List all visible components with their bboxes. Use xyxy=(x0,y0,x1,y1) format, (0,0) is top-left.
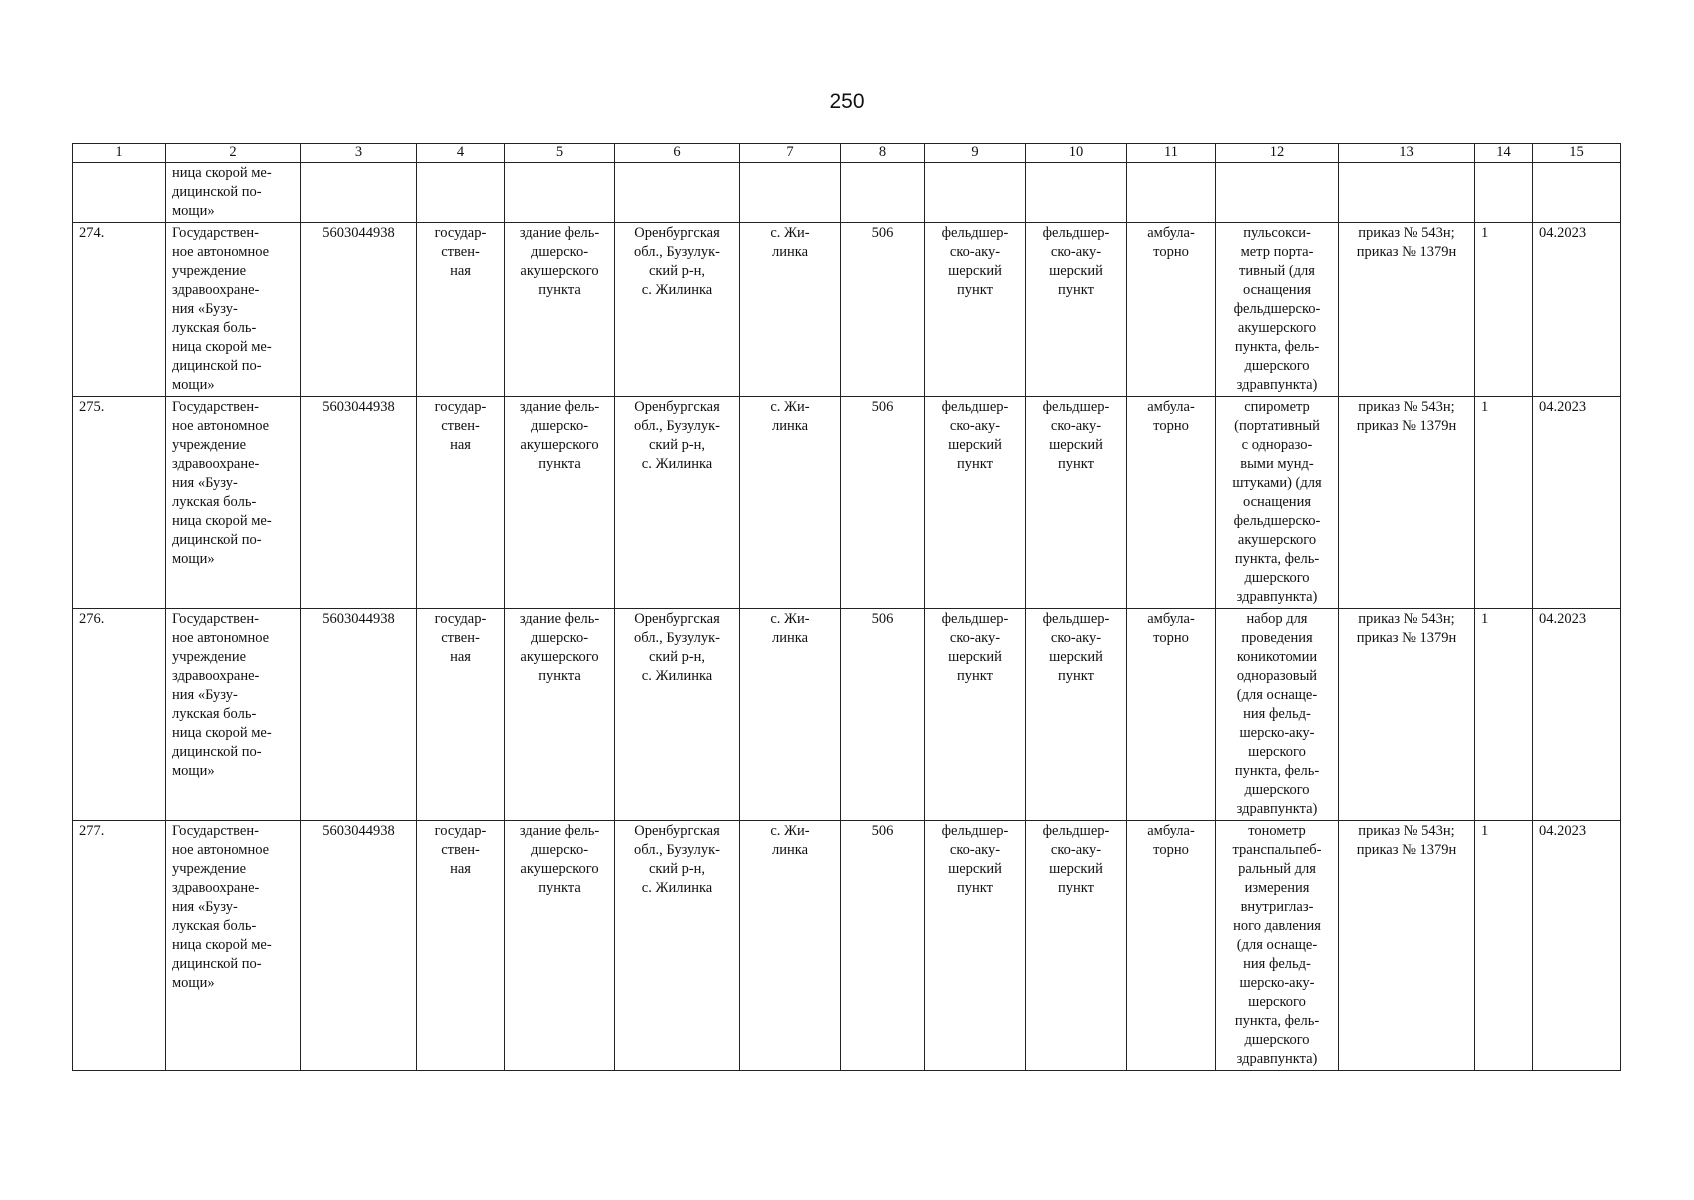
cell-num: 275. xyxy=(73,397,166,609)
cell-unit: фельдшер- ско-аку- шерский пункт xyxy=(1026,609,1127,821)
cell-building: здание фель- дшерско- акушерского пункта xyxy=(505,821,615,1071)
cell-equipment: тонометр транспальпеб- ральный для измерения внутриглаз- ного давления (для оснаще- ния фельд- шерско-аку- шерского пункта, фель- дшерского здравпункта) xyxy=(1216,821,1339,1071)
cell-inn: 5603044938 xyxy=(301,609,417,821)
table-row xyxy=(73,397,1621,609)
cell-basis: приказ № 543н; приказ № 1379н xyxy=(1339,397,1475,609)
cell-unit: фельдшер- ско-аку- шерский пункт xyxy=(1026,821,1127,1071)
cell-address: Оренбургская обл., Бузулук- ский р-н, с. Жилинка xyxy=(615,609,740,821)
column-header: 14 xyxy=(1475,144,1533,163)
cell-locality: с. Жи- линка xyxy=(740,223,841,397)
column-header: 10 xyxy=(1026,144,1127,163)
cell-qty: 1 xyxy=(1475,397,1533,609)
table-row xyxy=(73,223,1621,397)
cell-mode: амбула- торно xyxy=(1127,609,1216,821)
cell-ownership: государ- ствен- ная xyxy=(417,397,505,609)
cell-building: здание фель- дшерско- акушерского пункта xyxy=(505,223,615,397)
cell-date: 04.2023 xyxy=(1533,397,1621,609)
column-header: 3 xyxy=(301,144,417,163)
cell-equipment: пульсокси- метр порта- тивный (для оснащения фельдшерско- акушерского пункта, фель- дшерского здравпункта) xyxy=(1216,223,1339,397)
column-header: 15 xyxy=(1533,144,1621,163)
cell-num xyxy=(73,163,166,223)
cell-basis: приказ № 543н; приказ № 1379н xyxy=(1339,609,1475,821)
cell-date: 04.2023 xyxy=(1533,821,1621,1071)
column-header: 11 xyxy=(1127,144,1216,163)
cell-building: здание фель- дшерско- акушерского пункта xyxy=(505,397,615,609)
cell-org: Государствен- ное автономное учреждение здравоохране- ния «Бузу- лукская боль- ница скорой ме- дицинской по- мощи» xyxy=(166,821,301,1071)
cell-num: 277. xyxy=(73,821,166,1071)
column-header: 12 xyxy=(1216,144,1339,163)
cell-org: Государствен- ное автономное учреждение здравоохране- ния «Бузу- лукская боль- ница скорой ме- дицинской по- мощи» xyxy=(166,609,301,821)
cell-qty: 1 xyxy=(1475,821,1533,1071)
cell-num: 274. xyxy=(73,223,166,397)
column-header: 5 xyxy=(505,144,615,163)
cell-inn: 5603044938 xyxy=(301,223,417,397)
cell-ownership: государ- ствен- ная xyxy=(417,223,505,397)
cell-org: Государствен- ное автономное учреждение здравоохране- ния «Бузу- лукская боль- ница скорой ме- дицинской по- мощи» xyxy=(166,397,301,609)
cell-address: Оренбургская обл., Бузулук- ский р-н, с. Жилинка xyxy=(615,397,740,609)
cell-locality: с. Жи- линка xyxy=(740,821,841,1071)
column-header: 2 xyxy=(166,144,301,163)
cell-qty: 1 xyxy=(1475,223,1533,397)
cell-date: 04.2023 xyxy=(1533,609,1621,821)
cell-qty: 1 xyxy=(1475,609,1533,821)
cell-org: Государствен- ное автономное учреждение здравоохране- ния «Бузу- лукская боль- ница скорой ме- дицинской по- мощи» xyxy=(166,223,301,397)
cell-type: фельдшер- ско-аку- шерский пункт xyxy=(925,397,1026,609)
table-row xyxy=(73,821,1621,1071)
cell-equipment: спирометр (портативный с одноразо- выми мунд- штуками) (для оснащения фельдшерско- акушерского пункта, фель- дшерского здравпункта) xyxy=(1216,397,1339,609)
cell-locality: с. Жи- линка xyxy=(740,397,841,609)
cell-locality: с. Жи- линка xyxy=(740,609,841,821)
cell-mode: амбула- торно xyxy=(1127,223,1216,397)
column-header: 6 xyxy=(615,144,740,163)
cell-inn: 5603044938 xyxy=(301,821,417,1071)
cell-building: здание фель- дшерско- акушерского пункта xyxy=(505,609,615,821)
cell-code: 506 xyxy=(841,223,925,397)
column-header: 9 xyxy=(925,144,1026,163)
cell-ownership: государ- ствен- ная xyxy=(417,821,505,1071)
cell-unit: фельдшер- ско-аку- шерский пункт xyxy=(1026,223,1127,397)
cell-address: Оренбургская обл., Бузулук- ский р-н, с. Жилинка xyxy=(615,821,740,1071)
column-number-row xyxy=(73,144,1621,163)
cell-type: фельдшер- ско-аку- шерский пункт xyxy=(925,609,1026,821)
cell-mode: амбула- торно xyxy=(1127,821,1216,1071)
cell-code: 506 xyxy=(841,397,925,609)
page-number: 250 xyxy=(829,90,865,113)
cell-inn: 5603044938 xyxy=(301,397,417,609)
cell-code: 506 xyxy=(841,609,925,821)
column-header: 7 xyxy=(740,144,841,163)
cell-address: Оренбургская обл., Бузулук- ский р-н, с. Жилинка xyxy=(615,223,740,397)
cell-org: ница скорой ме- дицинской по- мощи» xyxy=(166,163,301,223)
column-header: 1 xyxy=(73,144,166,163)
cell-code: 506 xyxy=(841,821,925,1071)
cell-type: фельдшер- ско-аку- шерский пункт xyxy=(925,821,1026,1071)
table-row xyxy=(73,609,1621,821)
column-header: 8 xyxy=(841,144,925,163)
registry-table xyxy=(72,143,1621,1071)
cell-ownership: государ- ствен- ная xyxy=(417,609,505,821)
cell-mode: амбула- торно xyxy=(1127,397,1216,609)
continuation-row xyxy=(73,163,1621,223)
column-header: 13 xyxy=(1339,144,1475,163)
cell-basis: приказ № 543н; приказ № 1379н xyxy=(1339,821,1475,1071)
cell-date: 04.2023 xyxy=(1533,223,1621,397)
cell-num: 276. xyxy=(73,609,166,821)
cell-basis: приказ № 543н; приказ № 1379н xyxy=(1339,223,1475,397)
column-header: 4 xyxy=(417,144,505,163)
cell-type: фельдшер- ско-аку- шерский пункт xyxy=(925,223,1026,397)
cell-equipment: набор для проведения коникотомии одноразовый (для оснаще- ния фельд- шерско-аку- шерского пункта, фель- дшерского здравпункта) xyxy=(1216,609,1339,821)
cell-unit: фельдшер- ско-аку- шерский пункт xyxy=(1026,397,1127,609)
